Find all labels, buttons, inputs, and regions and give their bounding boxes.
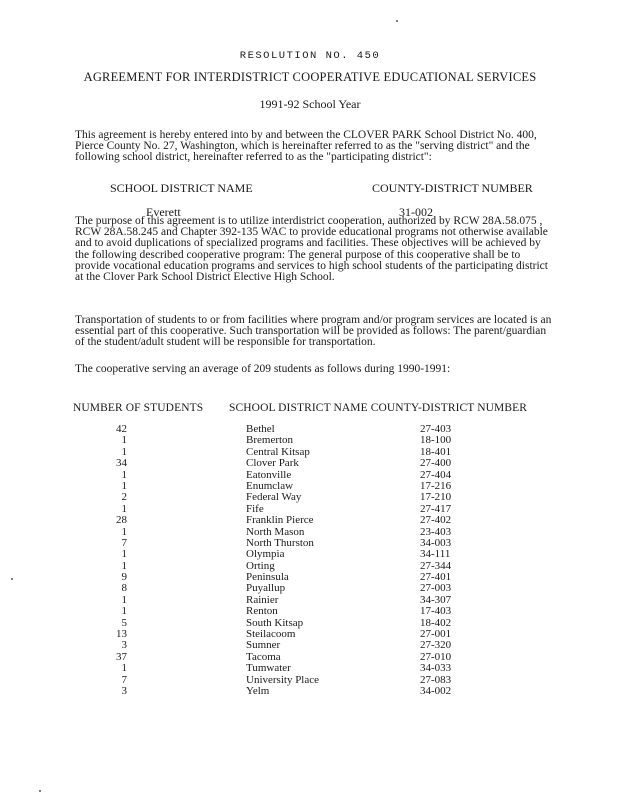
district-name: Sumner <box>246 639 281 652</box>
district-code: 34-002 <box>420 684 452 697</box>
table-row <box>0 686 620 697</box>
table-row <box>0 435 620 446</box>
district-code: 27-404 <box>420 468 452 481</box>
student-count: 1 <box>121 502 127 515</box>
student-count: 1 <box>121 548 127 561</box>
table-row <box>0 424 620 435</box>
scan-speck <box>396 20 398 22</box>
intro-paragraph: This agreement is hereby entered into by and between the CLOVER PARK School District No. 400, Pierce County No. 27, Washington, which is hereinafter referred to as the "serving district" and the following school district, hereinafter referred to as the "participating district": <box>75 129 537 164</box>
district-name: Yelm <box>246 684 270 697</box>
table-row <box>0 595 620 606</box>
table-row <box>0 481 620 492</box>
district-name: Federal Way <box>246 491 302 504</box>
student-count: 34 <box>116 457 127 470</box>
district-name: Peninsula <box>246 571 289 584</box>
purpose-paragraph: The purpose of this agreement is to utilize interdistrict cooperation, authorized by RCW 28A.58.075 , RCW 28A.58.245 and Chapter 392-135 WAC to provide educational programs not otherwise available and to avoid duplications of specialized programs and facilities. These objectives will be achieved by the following described cooperative program: The general purpose of this cooperative shall be to provide vocational education programs and services to high school students of the participating district at the Clover Park School District Elective High School. <box>75 215 548 284</box>
resolution-number: RESOLUTION NO. 450 <box>239 50 381 62</box>
district-name: Fife <box>246 502 264 515</box>
district-name: Tacoma <box>246 650 281 663</box>
student-count: 1 <box>121 445 127 458</box>
district-name: Bremerton <box>246 434 294 447</box>
student-count: 9 <box>121 571 127 584</box>
district-code: 23-403 <box>420 525 452 538</box>
table-row <box>0 629 620 640</box>
district-code: 17-210 <box>420 491 452 504</box>
student-count: 8 <box>121 582 127 595</box>
student-count: 1 <box>121 559 127 572</box>
student-table <box>0 424 620 697</box>
district-name-header: SCHOOL DISTRICT NAME <box>110 181 253 195</box>
district-code: 34-033 <box>420 662 452 675</box>
student-count: 1 <box>121 605 127 618</box>
table-row <box>0 606 620 617</box>
agreement-title: AGREEMENT FOR INTERDISTRICT COOPERATIVE EDUCATIONAL SERVICES <box>83 70 537 84</box>
table-row <box>0 675 620 686</box>
county-district-header: COUNTY-DISTRICT NUMBER <box>372 181 533 195</box>
district-code: 27-417 <box>420 502 452 515</box>
table-row <box>0 561 620 572</box>
table-row <box>0 447 620 458</box>
district-code: 27-403 <box>420 423 452 435</box>
participating-district-name: Everett <box>146 205 181 219</box>
school-year: 1991-92 School Year <box>259 97 361 111</box>
district-name: Orting <box>246 559 275 572</box>
table-row <box>0 458 620 469</box>
student-count: 1 <box>121 525 127 538</box>
district-name: Puyallup <box>246 582 286 595</box>
table-row <box>0 515 620 526</box>
student-count: 1 <box>121 479 127 492</box>
student-count: 7 <box>121 673 127 686</box>
scan-speck <box>39 790 41 792</box>
district-code: 34-003 <box>420 536 452 549</box>
district-name: Bethel <box>246 423 275 435</box>
table-row <box>0 549 620 560</box>
district-name: Eatonville <box>246 468 292 481</box>
district-code: 18-100 <box>420 434 452 447</box>
table-row <box>0 640 620 651</box>
student-count: 37 <box>116 650 127 663</box>
student-count: 1 <box>121 662 127 675</box>
district-name: Franklin Pierce <box>246 514 314 527</box>
table-row <box>0 492 620 503</box>
district-code: 17-216 <box>420 479 452 492</box>
district-code: 17-403 <box>420 605 452 618</box>
student-count: 7 <box>121 536 127 549</box>
district-name: Clover Park <box>246 457 299 470</box>
district-code: 18-402 <box>420 616 452 629</box>
student-count: 1 <box>121 468 127 481</box>
district-name: Olympia <box>246 548 285 561</box>
district-name: South Kitsap <box>246 616 304 629</box>
district-name: Renton <box>246 605 278 618</box>
district-code: 27-320 <box>420 639 452 652</box>
cooperative-paragraph: The cooperative serving an average of 209 students as follows during 1990-1991: <box>75 363 451 375</box>
district-name: Rainier <box>246 593 279 606</box>
student-count: 1 <box>121 434 127 447</box>
district-code: 34-307 <box>420 593 452 606</box>
student-count: 42 <box>116 423 127 435</box>
table-row <box>0 663 620 674</box>
student-count: 28 <box>116 514 127 527</box>
district-name: North Mason <box>246 525 305 538</box>
district-name: Central Kitsap <box>246 445 310 458</box>
student-count: 13 <box>116 628 127 641</box>
student-count: 3 <box>121 639 127 652</box>
district-name: Steilacoom <box>246 628 296 641</box>
participating-district-code: 31-002 <box>399 205 433 219</box>
district-name: Tumwater <box>246 662 291 675</box>
district-code: 27-083 <box>420 673 452 686</box>
district-code: 34-111 <box>420 548 451 561</box>
district-code: 27-400 <box>420 457 452 470</box>
table-row <box>0 538 620 549</box>
district-code: 27-003 <box>420 582 452 595</box>
student-count: 2 <box>121 491 127 504</box>
table-row <box>0 572 620 583</box>
district-code: 27-010 <box>420 650 452 663</box>
district-code: 27-344 <box>420 559 452 572</box>
district-code: 27-401 <box>420 571 452 584</box>
student-count: 1 <box>121 593 127 606</box>
district-name: Enumclaw <box>246 479 294 492</box>
district-code: 27-402 <box>420 514 452 527</box>
table-row <box>0 652 620 663</box>
table-row <box>0 618 620 629</box>
scan-speck <box>11 578 13 580</box>
district-name: University Place <box>246 673 320 686</box>
district-name: North Thurston <box>246 536 314 549</box>
student-count: 3 <box>121 684 127 697</box>
students-column-header: NUMBER OF STUDENTS <box>73 402 204 414</box>
table-row <box>0 583 620 594</box>
student-count: 5 <box>121 616 127 629</box>
transportation-paragraph: Transportation of students to or from facilities where program and/or program services are located is an essential part of this cooperative. Such transportation will be provided as follows: The parent/guardian of the student/adult student will be responsible for transportation. <box>75 314 552 349</box>
table-row <box>0 470 620 481</box>
district-column-header: SCHOOL DISTRICT NAME COUNTY-DISTRICT NUMBER <box>229 402 527 414</box>
district-code: 27-001 <box>420 628 452 641</box>
district-code: 18-401 <box>420 445 452 458</box>
